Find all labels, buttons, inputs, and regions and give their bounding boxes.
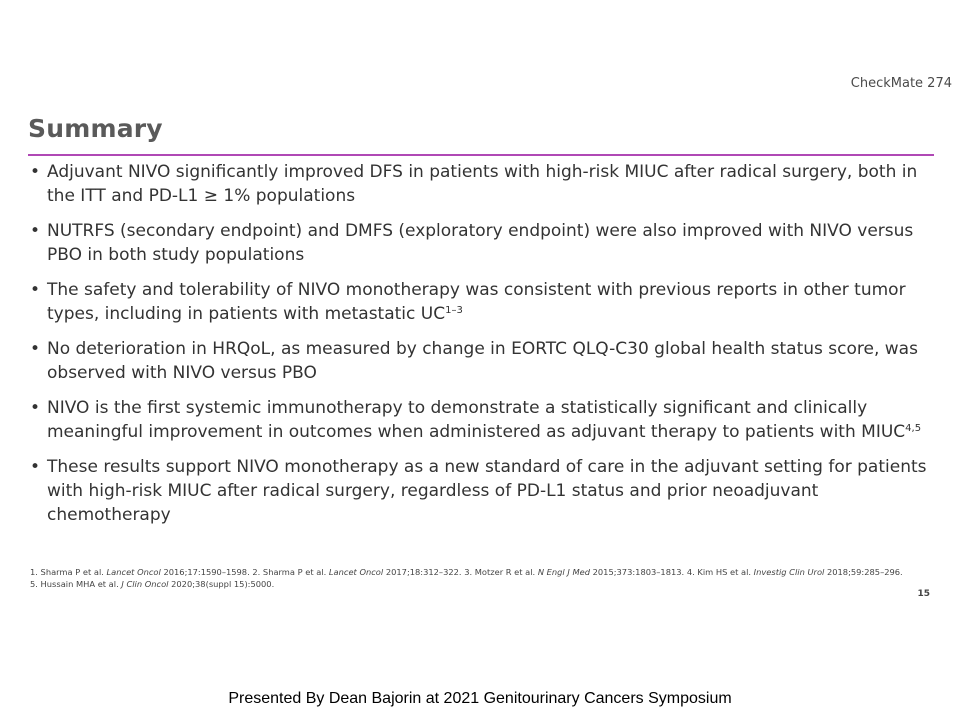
summary-bullet-list xyxy=(30,160,935,538)
reference-item: 3. Motzer R et al. N Engl J Med 2015;373:1803–1813. xyxy=(464,567,687,577)
bullet-text: No deterioration in HRQoL, as measured by change in EORTC QLQ-C30 global health status score, was observed with NIVO versus PBO xyxy=(47,339,918,383)
reference-item: 2. Sharma P et al. Lancet Oncol 2017;18:312–322. xyxy=(252,567,465,577)
slide-title: Summary xyxy=(28,114,163,143)
reference-item: 1. Sharma P et al. Lancet Oncol 2016;17:1590–1598. xyxy=(30,567,253,577)
bullet-text: NUTRFS (secondary endpoint) and DMFS (exploratory endpoint) were also improved with NIVO versus PBO in both study populations xyxy=(47,221,914,265)
title-divider xyxy=(28,154,934,156)
bullet-item xyxy=(30,219,935,267)
bullet-item xyxy=(30,337,935,385)
reference-item: 4. Kim HS et al. Investig Clin Urol 2018;59:285–296. xyxy=(686,567,903,577)
bullet-item xyxy=(30,278,935,326)
citation-superscript: 4,5 xyxy=(905,423,922,434)
bullet-item xyxy=(30,160,935,208)
bullet-item xyxy=(30,455,935,527)
reference-item: 5. Hussain MHA et al. J Clin Oncol 2020;38(suppl 15):5000. xyxy=(30,579,275,589)
trial-name-label: CheckMate 274 xyxy=(850,76,952,91)
bullet-text: The safety and tolerability of NIVO monotherapy was consistent with previous reports in other tumor types, including in patients with metastatic UC xyxy=(47,280,906,324)
bullet-text: Adjuvant NIVO significantly improved DFS in patients with high-risk MIUC after radical surgery, both in the ITT and PD-L1 ≥ 1% populations xyxy=(47,162,918,206)
references xyxy=(30,566,910,590)
presenter-footer: Presented By Dean Bajorin at 2021 Genitourinary Cancers Symposium xyxy=(228,690,732,707)
bullet-item xyxy=(30,396,935,444)
page-number: 15 xyxy=(917,589,930,599)
bullet-text: NIVO is the first systemic immunotherapy to demonstrate a statistically significant and clinically meaningful improvement in outcomes when administered as adjuvant therapy to patients with MIUC xyxy=(47,398,906,442)
citation-superscript: 1–3 xyxy=(445,305,463,316)
bullet-text: These results support NIVO monotherapy as a new standard of care in the adjuvant setting for patients with high-risk MIUC after radical surgery, regardless of PD-L1 status and prior neoadjuvant chemotherapy xyxy=(47,457,927,525)
